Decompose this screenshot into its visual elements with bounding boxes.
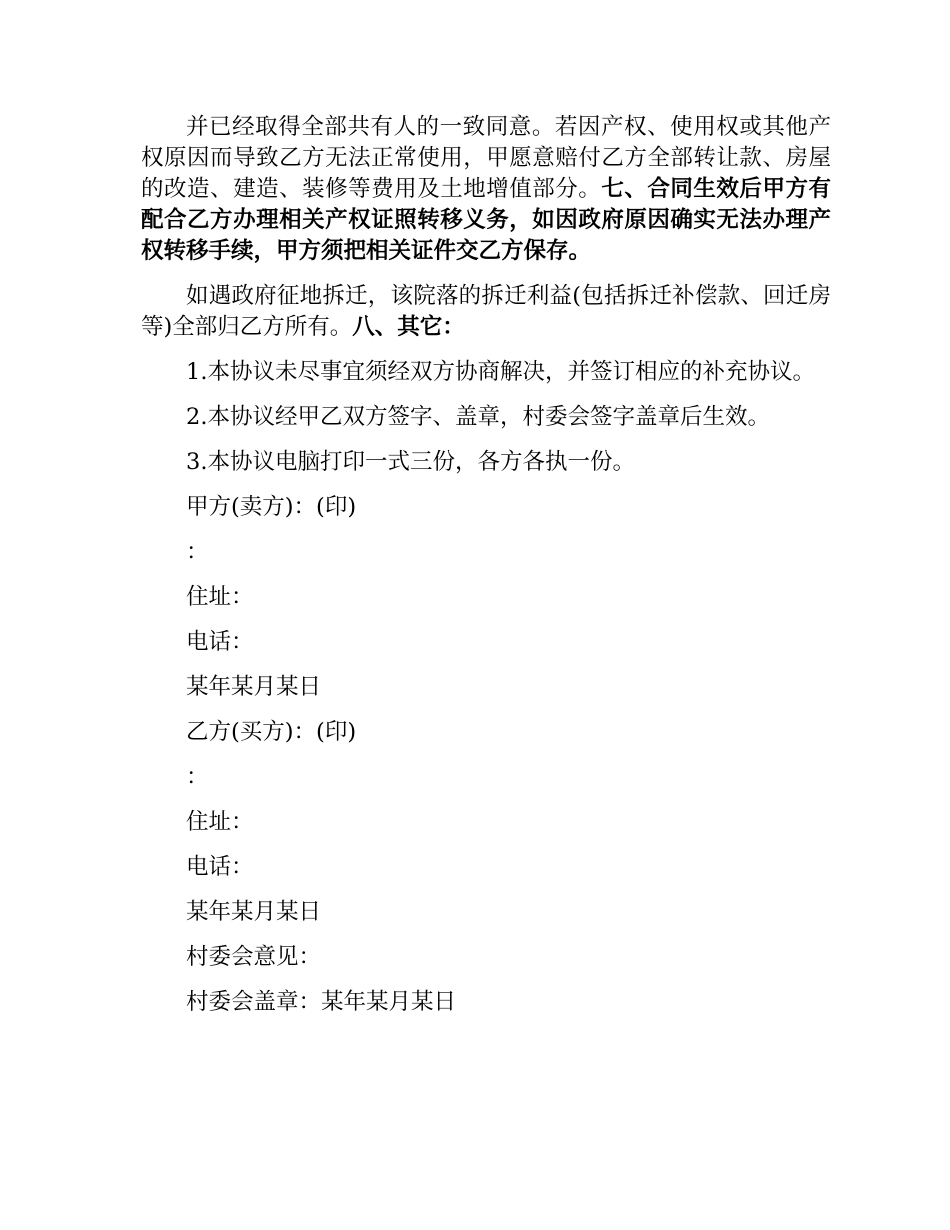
paragraph-text: 如遇政府征地拆迁，该院落的拆迁利益(包括拆迁补偿款、回迁房等)全部归乙方所有。 <box>141 283 831 340</box>
paragraph-text: 并已经取得全部共有人的一致同意。若因产权、使用权或其他产权原因而导致乙方无法正常使用，甲愿意赔付乙方全部转让款、房屋的改造、建造、装修等费用及土地增值部分。 <box>141 114 831 202</box>
party-a-address: 住址： <box>186 584 254 610</box>
committee-opinion: 村委会意见： <box>186 944 322 970</box>
party-a-colon: ： <box>186 539 209 565</box>
agreement-item-1: 1.本协议未尽事宜须经双方协商解决，并签订相应的补充协议。 <box>186 359 815 385</box>
party-a-date: 某年某月某日 <box>186 674 322 700</box>
party-b-date: 某年某月某日 <box>186 899 322 925</box>
clause-seven-bold: 七、合同生效后甲方有配合乙方办理相关产权证照转移义务，如因政府原因确实无法办理产权转移手续，甲方须把相关证件交乙方保存。 <box>141 176 831 264</box>
party-b-signature-block <box>141 717 831 928</box>
party-b-address: 住址： <box>186 809 254 835</box>
clause-six-continuation <box>141 112 831 267</box>
party-a-phone: 电话： <box>186 629 254 655</box>
party-b-title: 乙方(买方)：(印) <box>186 719 357 745</box>
document-body <box>141 112 831 1018</box>
committee-seal-date: 村委会盖章：某年某月某日 <box>186 989 457 1015</box>
party-b-colon: ： <box>186 764 209 790</box>
agreement-item-2: 2.本协议经甲乙双方签字、盖章，村委会签字盖章后生效。 <box>186 404 770 430</box>
party-a-title: 甲方(卖方)：(印) <box>186 494 357 520</box>
demolition-paragraph <box>141 281 831 343</box>
party-a-signature-block <box>141 492 831 703</box>
committee-block <box>141 942 831 1018</box>
agreement-item-3: 3.本协议电脑打印一式三份，各方各执一份。 <box>186 449 635 475</box>
clause-eight-heading: 八、其它： <box>352 314 465 340</box>
party-b-phone: 电话： <box>186 854 254 880</box>
